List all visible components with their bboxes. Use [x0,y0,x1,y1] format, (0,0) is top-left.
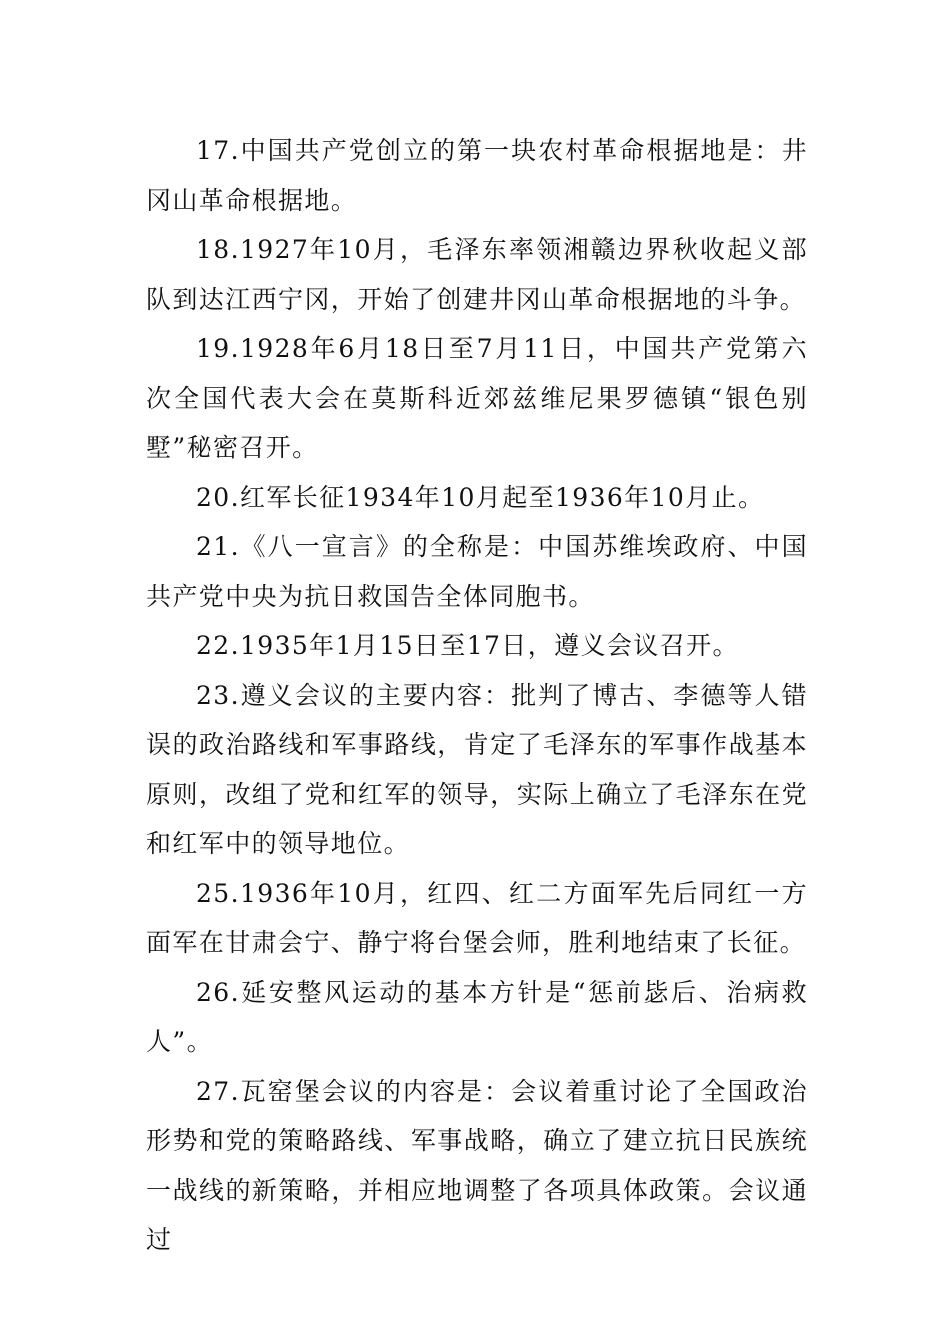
paragraph-19: 19.1928年6月18日至7月11日，中国共产党第六次全国代表大会在莫斯科近郊兹维尼果罗德镇“银色别墅”秘密召开。 [146,334,808,462]
paragraph-27: 27.瓦窑堡会议的内容是：会议着重讨论了全国政治形势和党的策略路线、军事战略，确立了建立抗日民族统一战线的新策略，并相应地调整了各项具体政策。会议通过 [146,1076,808,1254]
paragraph-18: 18.1927年10月，毛泽东率领湘赣边界秋收起义部队到达江西宁冈，开始了创建井冈山革命根据地的斗争。 [146,235,808,314]
paragraph-26: 26.延安整风运动的基本方针是“惩前毖后、治病救人”。 [146,977,808,1056]
paragraph-17: 17.中国共产党创立的第一块农村革命根据地是：井冈山革命根据地。 [146,136,808,215]
paragraph-22: 22.1935年1月15日至17日，遵义会议召开。 [196,631,739,660]
paragraph-21: 21.《八一宣言》的全称是：中国苏维埃政府、中国共产党中央为抗日救国告全体同胞书。 [146,532,808,611]
paragraph-20: 20.红军长征1934年10月起至1936年10月止。 [196,482,765,512]
paragraph-23: 23.遵义会议的主要内容：批判了博古、李德等人错误的政治路线和军事路线，肯定了毛泽东的军事作战基本原则，改组了党和红军的领导，实际上确立了毛泽东在党和红军中的领导地位。 [146,680,808,858]
paragraph-25: 25.1936年10月，红四、红二方面军先后同红一方面军在甘肃会宁、静宁将台堡会师，胜利地结束了长征。 [146,878,808,957]
